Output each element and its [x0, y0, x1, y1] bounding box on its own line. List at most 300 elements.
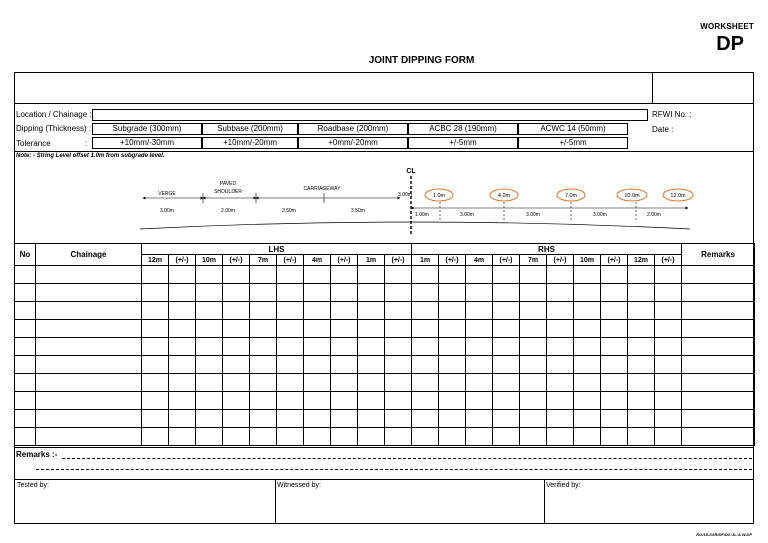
table-row: [15, 302, 755, 320]
table-cell[interactable]: [250, 374, 277, 392]
table-cell[interactable]: [601, 266, 628, 284]
table-cell[interactable]: [655, 410, 682, 428]
worksheet-code: DP: [716, 33, 744, 55]
table-cell[interactable]: [682, 338, 755, 356]
table-cell[interactable]: [547, 320, 574, 338]
table-cell[interactable]: [439, 428, 466, 446]
table-cell[interactable]: [250, 392, 277, 410]
table-cell[interactable]: [574, 428, 601, 446]
table-cell[interactable]: [142, 266, 169, 284]
table-cell[interactable]: [36, 266, 142, 284]
table-cell[interactable]: [304, 374, 331, 392]
table-cell[interactable]: [466, 266, 493, 284]
table-cell[interactable]: [36, 428, 142, 446]
table-cell[interactable]: [358, 428, 385, 446]
table-cell[interactable]: [358, 266, 385, 284]
table-cell[interactable]: [277, 302, 304, 320]
table-cell[interactable]: [331, 410, 358, 428]
table-cell[interactable]: [466, 320, 493, 338]
table-cell[interactable]: [385, 428, 412, 446]
table-cell[interactable]: [493, 428, 520, 446]
table-cell[interactable]: [331, 320, 358, 338]
table-cell[interactable]: [223, 410, 250, 428]
table-cell[interactable]: [466, 428, 493, 446]
table-cell[interactable]: [574, 266, 601, 284]
table-cell[interactable]: [385, 338, 412, 356]
table-cell[interactable]: [493, 410, 520, 428]
table-cell[interactable]: [36, 410, 142, 428]
shoulder-label: SHOULDER: [214, 189, 242, 195]
tolerance-acbc: +/-5mm: [408, 137, 518, 149]
remarks-line-2[interactable]: [36, 469, 752, 470]
layer-acbc[interactable]: ACBC 28 (190mm): [408, 123, 518, 135]
remarks-top-border: [14, 447, 754, 448]
offset-circle-12: 12.0m: [670, 193, 686, 199]
location-input[interactable]: [92, 109, 648, 121]
tolerance-colon: :: [85, 139, 88, 148]
lhs-subheader: (+/-): [385, 255, 412, 266]
table-cell[interactable]: [493, 374, 520, 392]
table-cell[interactable]: [169, 320, 196, 338]
table-cell[interactable]: [358, 356, 385, 374]
table-cell[interactable]: [223, 284, 250, 302]
table-cell[interactable]: [304, 266, 331, 284]
table-cell[interactable]: [277, 428, 304, 446]
table-cell[interactable]: [682, 428, 755, 446]
table-cell[interactable]: [196, 302, 223, 320]
table-cell[interactable]: [169, 302, 196, 320]
table-cell[interactable]: [15, 410, 36, 428]
table-cell[interactable]: [601, 356, 628, 374]
remarks-label: Remarks :-: [16, 450, 58, 459]
table-cell[interactable]: [331, 374, 358, 392]
offset-circle-10: 10.0m: [624, 193, 640, 199]
table-row: [15, 392, 755, 410]
table-cell[interactable]: [15, 374, 36, 392]
table-cell[interactable]: [574, 302, 601, 320]
table-cell[interactable]: [628, 338, 655, 356]
table-cell[interactable]: [277, 392, 304, 410]
table-cell[interactable]: [628, 410, 655, 428]
table-cell[interactable]: [250, 338, 277, 356]
rhs-subheader: 10m: [574, 255, 601, 266]
table-row: [15, 338, 755, 356]
table-cell[interactable]: [493, 392, 520, 410]
dim-lane-2: 3.50m: [351, 208, 365, 214]
rhs-subheader: (+/-): [547, 255, 574, 266]
table-cell[interactable]: [331, 284, 358, 302]
table-cell[interactable]: [385, 266, 412, 284]
table-cell[interactable]: [601, 392, 628, 410]
layer-acwc[interactable]: ACWC 14 (50mm): [518, 123, 628, 135]
table-cell[interactable]: [277, 320, 304, 338]
table-cell[interactable]: [439, 392, 466, 410]
table-cell[interactable]: [574, 392, 601, 410]
table-cell[interactable]: [250, 302, 277, 320]
table-cell[interactable]: [574, 320, 601, 338]
table-cell[interactable]: [15, 356, 36, 374]
table-cell[interactable]: [412, 356, 439, 374]
table-cell[interactable]: [331, 302, 358, 320]
table-cell[interactable]: [466, 284, 493, 302]
table-cell[interactable]: [304, 392, 331, 410]
footer-code: RO/18-SSR/DF/DS:JL:A.W.DP: [696, 532, 752, 537]
table-cell[interactable]: [520, 302, 547, 320]
table-cell[interactable]: [196, 374, 223, 392]
table-cell[interactable]: [520, 392, 547, 410]
table-cell[interactable]: [655, 320, 682, 338]
table-cell[interactable]: [223, 374, 250, 392]
table-cell[interactable]: [223, 266, 250, 284]
table-cell[interactable]: [304, 356, 331, 374]
table-cell[interactable]: [223, 392, 250, 410]
table-cell[interactable]: [385, 284, 412, 302]
offset-circle-4: 4.0m: [497, 193, 511, 199]
table-cell[interactable]: [142, 410, 169, 428]
table-cell[interactable]: [250, 428, 277, 446]
table-cell[interactable]: [277, 338, 304, 356]
dim-right-3: 3.00m: [526, 212, 540, 218]
layer-roadbase[interactable]: Roadbase (200mm): [298, 123, 408, 135]
lhs-subheader: 4m: [304, 255, 331, 266]
table-cell[interactable]: [682, 374, 755, 392]
table-cell[interactable]: [15, 320, 36, 338]
table-cell[interactable]: [520, 374, 547, 392]
table-cell[interactable]: [358, 338, 385, 356]
cross-section-diagram: [0, 160, 768, 244]
table-cell[interactable]: [142, 338, 169, 356]
table-cell[interactable]: [655, 392, 682, 410]
rhs-subheader: (+/-): [439, 255, 466, 266]
table-cell[interactable]: [466, 410, 493, 428]
table-cell[interactable]: [36, 338, 142, 356]
table-cell[interactable]: [655, 356, 682, 374]
table-cell[interactable]: [36, 356, 142, 374]
table-cell[interactable]: [304, 320, 331, 338]
table-cell[interactable]: [412, 338, 439, 356]
table-cell[interactable]: [520, 320, 547, 338]
table-cell[interactable]: [547, 356, 574, 374]
table-cell[interactable]: [520, 284, 547, 302]
table-cell[interactable]: [331, 266, 358, 284]
table-cell[interactable]: [493, 338, 520, 356]
table-cell[interactable]: [628, 374, 655, 392]
table-cell[interactable]: [682, 410, 755, 428]
table-cell[interactable]: [547, 302, 574, 320]
table-cell[interactable]: [358, 374, 385, 392]
table-cell[interactable]: [466, 374, 493, 392]
table-cell[interactable]: [628, 266, 655, 284]
table-cell[interactable]: [169, 266, 196, 284]
table-cell[interactable]: [412, 266, 439, 284]
table-cell[interactable]: [601, 320, 628, 338]
table-cell[interactable]: [412, 320, 439, 338]
table-cell[interactable]: [385, 410, 412, 428]
top-row-divider: [652, 72, 653, 103]
table-cell[interactable]: [574, 410, 601, 428]
table-cell[interactable]: [628, 320, 655, 338]
road-profile: [140, 222, 690, 229]
paved-label: PAVED: [219, 181, 237, 187]
table-cell[interactable]: [169, 356, 196, 374]
table-row: [15, 374, 755, 392]
table-cell[interactable]: [142, 428, 169, 446]
table-cell[interactable]: [277, 410, 304, 428]
table-cell[interactable]: [358, 410, 385, 428]
verge-label: VERGE: [158, 191, 176, 197]
table-cell[interactable]: [547, 266, 574, 284]
table-row: [15, 356, 755, 374]
table-cell[interactable]: [142, 284, 169, 302]
table-cell[interactable]: [358, 320, 385, 338]
info-section-bottom-border: [14, 151, 754, 152]
table-cell[interactable]: [250, 320, 277, 338]
table-cell[interactable]: [36, 302, 142, 320]
remarks-line-1[interactable]: [62, 458, 752, 459]
table-cell[interactable]: [36, 374, 142, 392]
table-cell[interactable]: [223, 302, 250, 320]
tested-by-label: Tested by:: [17, 482, 49, 489]
table-cell[interactable]: [682, 320, 755, 338]
tolerance-acwc: +/-5mm: [518, 137, 628, 149]
table-cell[interactable]: [628, 356, 655, 374]
table-cell[interactable]: [15, 338, 36, 356]
table-cell[interactable]: [331, 356, 358, 374]
lhs-subheader: 1m: [358, 255, 385, 266]
table-cell[interactable]: [439, 374, 466, 392]
table-cell[interactable]: [385, 392, 412, 410]
lhs-subheader: (+/-): [169, 255, 196, 266]
table-cell[interactable]: [196, 266, 223, 284]
table-cell[interactable]: [142, 302, 169, 320]
table-cell[interactable]: [142, 356, 169, 374]
table-cell[interactable]: [547, 428, 574, 446]
table-cell[interactable]: [520, 266, 547, 284]
rhs-subheader: (+/-): [601, 255, 628, 266]
layer-subgrade[interactable]: Subgrade (300mm): [92, 123, 202, 135]
table-cell[interactable]: [358, 392, 385, 410]
carriageway-label: CARRIAGEWAY: [303, 186, 341, 192]
table-cell[interactable]: [601, 410, 628, 428]
table-cell[interactable]: [466, 392, 493, 410]
table-cell[interactable]: [15, 302, 36, 320]
table-cell[interactable]: [250, 410, 277, 428]
table-cell[interactable]: [655, 266, 682, 284]
table-cell[interactable]: [547, 374, 574, 392]
table-cell[interactable]: [15, 428, 36, 446]
lhs-header: LHS: [142, 244, 412, 255]
table-cell[interactable]: [520, 410, 547, 428]
dim-right-1: 1.00m: [415, 212, 429, 218]
table-cell[interactable]: [547, 410, 574, 428]
dim-verge: 3.00m: [160, 208, 174, 214]
table-cell[interactable]: [169, 284, 196, 302]
table-row: [15, 320, 755, 338]
table-cell[interactable]: [466, 356, 493, 374]
layer-subbase[interactable]: Subbase (200mm): [202, 123, 298, 135]
table-cell[interactable]: [304, 284, 331, 302]
table-cell[interactable]: [439, 302, 466, 320]
table-cell[interactable]: [277, 356, 304, 374]
table-cell[interactable]: [250, 356, 277, 374]
table-cell[interactable]: [169, 374, 196, 392]
table-cell[interactable]: [439, 410, 466, 428]
dim-lane-1: 3.50m: [282, 208, 296, 214]
table-cell[interactable]: [601, 338, 628, 356]
table-cell[interactable]: [547, 284, 574, 302]
table-cell[interactable]: [15, 284, 36, 302]
table-cell[interactable]: [358, 302, 385, 320]
table-cell[interactable]: [466, 338, 493, 356]
table-cell[interactable]: [169, 338, 196, 356]
table-cell[interactable]: [520, 338, 547, 356]
lhs-subheader: 12m: [142, 255, 169, 266]
table-cell[interactable]: [250, 284, 277, 302]
dim-right-4: 3.00m: [593, 212, 607, 218]
dipping-label: Dipping (Thickness) :: [16, 124, 92, 133]
signature-divider-2: [544, 479, 545, 524]
table-cell[interactable]: [358, 284, 385, 302]
table-cell[interactable]: [682, 392, 755, 410]
table-cell[interactable]: [574, 338, 601, 356]
table-cell[interactable]: [493, 356, 520, 374]
table-cell[interactable]: [601, 374, 628, 392]
table-cell[interactable]: [439, 356, 466, 374]
table-cell[interactable]: [304, 428, 331, 446]
table-cell[interactable]: [412, 302, 439, 320]
table-cell[interactable]: [385, 374, 412, 392]
table-cell[interactable]: [412, 284, 439, 302]
table-cell[interactable]: [331, 338, 358, 356]
table-cell[interactable]: [36, 392, 142, 410]
table-cell[interactable]: [520, 356, 547, 374]
table-cell[interactable]: [15, 266, 36, 284]
table-cell[interactable]: [439, 338, 466, 356]
lhs-subheader: 10m: [196, 255, 223, 266]
table-cell[interactable]: [466, 302, 493, 320]
table-cell[interactable]: [196, 338, 223, 356]
table-cell[interactable]: [655, 284, 682, 302]
table-cell[interactable]: [574, 356, 601, 374]
table-cell[interactable]: [196, 284, 223, 302]
table-cell[interactable]: [142, 374, 169, 392]
table-cell[interactable]: [655, 302, 682, 320]
table-cell[interactable]: [682, 302, 755, 320]
table-cell[interactable]: [196, 356, 223, 374]
lhs-subheader: 7m: [250, 255, 277, 266]
table-cell[interactable]: [15, 392, 36, 410]
table-row: [15, 410, 755, 428]
table-cell[interactable]: [574, 374, 601, 392]
table-cell[interactable]: [601, 428, 628, 446]
table-cell[interactable]: [169, 428, 196, 446]
table-cell[interactable]: [36, 284, 142, 302]
table-cell[interactable]: [412, 428, 439, 446]
table-cell[interactable]: [682, 266, 755, 284]
table-cell[interactable]: [169, 392, 196, 410]
table-cell[interactable]: [385, 302, 412, 320]
table-cell[interactable]: [277, 284, 304, 302]
table-cell[interactable]: [412, 392, 439, 410]
table-cell[interactable]: [547, 338, 574, 356]
table-cell[interactable]: [385, 356, 412, 374]
table-cell[interactable]: [412, 374, 439, 392]
table-cell[interactable]: [547, 392, 574, 410]
table-cell[interactable]: [250, 266, 277, 284]
table-cell[interactable]: [601, 302, 628, 320]
table-cell[interactable]: [142, 392, 169, 410]
table-cell[interactable]: [439, 266, 466, 284]
table-row: [15, 428, 755, 446]
rhs-subheader: 7m: [520, 255, 547, 266]
table-cell[interactable]: [277, 374, 304, 392]
table-cell[interactable]: [439, 284, 466, 302]
col-no-header: No: [15, 244, 36, 266]
table-cell[interactable]: [36, 320, 142, 338]
table-cell[interactable]: [223, 338, 250, 356]
table-cell[interactable]: [628, 392, 655, 410]
table-cell[interactable]: [601, 284, 628, 302]
rhs-subheader: 12m: [628, 255, 655, 266]
table-cell[interactable]: [196, 320, 223, 338]
table-cell[interactable]: [223, 320, 250, 338]
table-row: [15, 284, 755, 302]
table-cell[interactable]: [574, 284, 601, 302]
table-cell[interactable]: [223, 428, 250, 446]
table-cell[interactable]: [142, 320, 169, 338]
form-title: JOINT DIPPING FORM: [368, 55, 475, 66]
table-cell[interactable]: [196, 410, 223, 428]
table-cell[interactable]: [304, 338, 331, 356]
col-chainage-header: Chainage: [36, 244, 142, 266]
worksheet-label: WORKSHEET: [700, 22, 754, 31]
dim-shoulder: 2.00m: [221, 208, 235, 214]
table-cell[interactable]: [520, 428, 547, 446]
table-cell[interactable]: [304, 410, 331, 428]
table-cell[interactable]: [196, 392, 223, 410]
table-cell[interactable]: [493, 266, 520, 284]
table-cell[interactable]: [655, 338, 682, 356]
table-cell[interactable]: [628, 284, 655, 302]
table-cell[interactable]: [277, 266, 304, 284]
table-cell[interactable]: [493, 302, 520, 320]
offset-circle-7: 7.0m: [564, 193, 578, 199]
table-cell[interactable]: [223, 356, 250, 374]
table-cell[interactable]: [331, 428, 358, 446]
lhs-subheader: (+/-): [223, 255, 250, 266]
table-cell[interactable]: [655, 374, 682, 392]
dim-right-5: 2.00m: [647, 212, 661, 218]
table-cell[interactable]: [412, 410, 439, 428]
table-cell[interactable]: [169, 410, 196, 428]
table-cell[interactable]: [493, 320, 520, 338]
table-cell[interactable]: [628, 302, 655, 320]
rhs-subheader: 4m: [466, 255, 493, 266]
tolerance-roadbase: +0mm/-20mm: [298, 137, 408, 149]
signature-top-border: [14, 479, 754, 480]
table-cell[interactable]: [196, 428, 223, 446]
table-cell[interactable]: [493, 284, 520, 302]
table-cell[interactable]: [682, 284, 755, 302]
table-cell[interactable]: [439, 320, 466, 338]
table-cell[interactable]: [304, 302, 331, 320]
table-cell[interactable]: [628, 428, 655, 446]
table-cell[interactable]: [385, 320, 412, 338]
table-cell[interactable]: [331, 392, 358, 410]
table-cell[interactable]: [682, 356, 755, 374]
table-cell[interactable]: [655, 428, 682, 446]
col-remarks-header: Remarks: [682, 244, 755, 266]
